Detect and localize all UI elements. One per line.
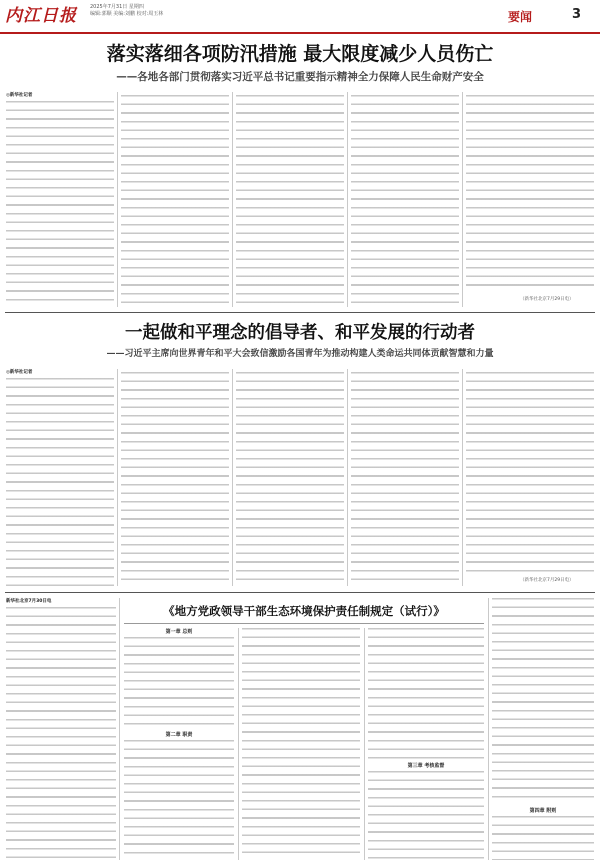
story3-column-4b (368, 771, 484, 860)
story1-subhead: ——各地各部门贯彻落实习近平总书记重要指示精神全力保障人民生命财产安全 (116, 71, 484, 83)
story1-byline: ◎新华社记者 (6, 93, 33, 98)
story2-headline: 一起做和平理念的倡导者、和平发展的行动者 (125, 323, 475, 343)
story1-column-3 (236, 95, 344, 307)
story3-column-4a (368, 628, 484, 760)
story1-column-2 (121, 95, 229, 307)
story-divider-2 (5, 592, 595, 593)
section-label: 要闻 (508, 10, 533, 24)
story3-title: 《地方党政领导干部生态环境保护责任制规定（试行）》 (163, 604, 445, 618)
masthead-info (90, 4, 163, 18)
chapter-1-heading: 第一章 总则 (165, 629, 193, 635)
story3-column-2a (124, 637, 234, 729)
story-divider-1 (5, 312, 595, 313)
newspaper-logo: 内江日报 (5, 6, 77, 26)
story3-column-3 (242, 628, 360, 860)
story2-subhead: ——习近平主席向世界青年和平大会致信激励各国青年为推动构建人类命运共同体贡献智慧和力量 (106, 349, 494, 359)
story3-column-2b (124, 740, 234, 860)
story3-intro-tag: 新华社北京7月30日电 (6, 599, 52, 604)
chapter-3-heading: 第三章 考核监督 (407, 763, 445, 769)
story2-credit: （新华社北京7月29日电） (520, 578, 574, 583)
story2-column-3 (236, 372, 344, 586)
story1-column-4 (351, 95, 459, 307)
story1-headline: 落实落细各项防汛措施 最大限度减少人员伤亡 (106, 43, 494, 65)
page-number: 3 (572, 7, 582, 22)
story2-column-4 (351, 372, 459, 586)
story2-byline: ◎新华社记者 (6, 370, 33, 375)
chapter-4-heading: 第四章 附则 (529, 808, 557, 814)
story1-column-1 (6, 101, 114, 307)
masthead (0, 0, 600, 34)
story3-column-1 (6, 607, 116, 859)
editor-credit: 编辑:郭顺 (90, 11, 112, 17)
designer-credit: 美编:刘鹏 (113, 11, 135, 17)
issue-date: 2025年7月31日 星期四 (90, 4, 144, 10)
chapter-2-heading: 第二章 职责 (165, 732, 193, 738)
masthead-rule (0, 32, 600, 34)
story2-column-1 (6, 378, 114, 586)
story2-column-2 (121, 372, 229, 586)
story3-column-5b (492, 816, 594, 860)
story3-column-5a (492, 598, 594, 804)
proof-credit: 校对:周玉林 (136, 11, 164, 17)
story2-column-5 (466, 372, 594, 572)
story1-column-5 (466, 95, 594, 291)
story1-credit: （新华社北京7月29日电） (520, 297, 574, 302)
